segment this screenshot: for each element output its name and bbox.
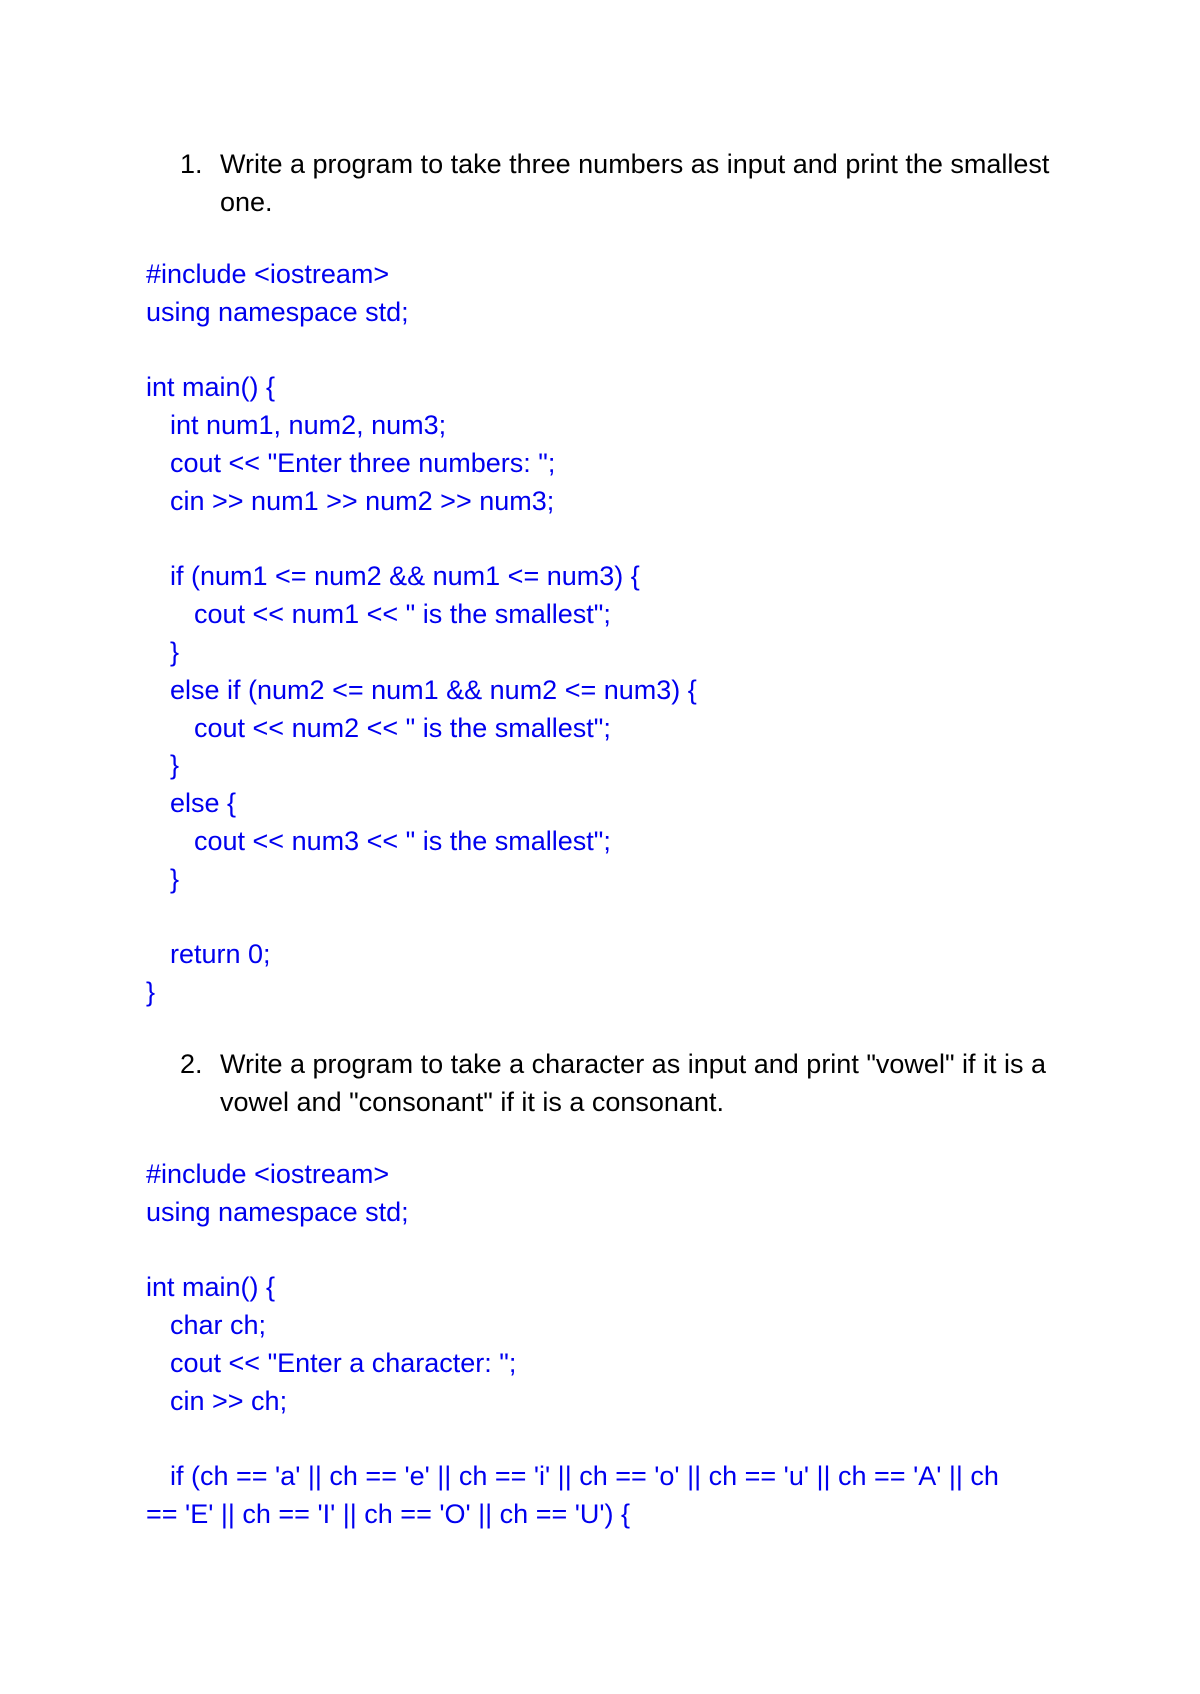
code-line: else if (num2 <= num1 && num2 <= num3) { [170,674,697,705]
code-line: } [170,750,180,781]
code-line: int num1, num2, num3; [170,410,447,441]
code-line: cin >> num1 >> num2 >> num3; [170,485,555,516]
code-line [146,1232,1066,1270]
code-line: } [170,636,180,667]
code-line: else { [170,788,237,819]
code-line [146,899,1066,937]
code-block-2 [146,1156,1066,1534]
code-line: cin >> ch; [170,1385,288,1416]
code-line: char ch; [170,1310,267,1341]
question-2 [180,1045,1060,1121]
code-line: using namespace std; [146,296,409,327]
code-line: return 0; [170,939,271,970]
question-number: 1. [180,149,203,179]
code-line: cout << "Enter three numbers: "; [170,447,556,478]
code-line: if (ch == 'a' || ch == 'e' || ch == 'i' || ch == 'o' || ch == 'u' || ch == 'A' || ch [170,1461,999,1492]
code-line: } [146,977,156,1008]
code-line: cout << num3 << " is the smallest"; [194,825,611,856]
code-line: if (num1 <= num2 && num1 <= num3) { [170,561,640,592]
question-text: Write a program to take three numbers as input and print the smallest one. [220,149,1050,217]
code-line: int main() { [146,372,276,403]
code-line: #include <iostream> [146,259,390,289]
code-line [146,1421,1066,1459]
question-text: Write a program to take a character as input and print "vowel" if it is a vowel and "consonant" if it is a consonant. [220,1049,1047,1117]
code-line: cout << num2 << " is the smallest"; [194,712,611,743]
code-line [146,332,1066,370]
code-line: cout << "Enter a character: "; [170,1347,517,1378]
code-block-1 [146,256,1066,1012]
code-line: cout << num1 << " is the smallest"; [194,599,611,630]
code-line: } [170,863,180,894]
code-line: #include <iostream> [146,1159,390,1189]
code-line: int main() { [146,1272,276,1303]
code-line: == 'E' || ch == 'I' || ch == 'O' || ch == 'U') { [146,1499,631,1530]
question-1 [180,145,1060,221]
question-number: 2. [180,1049,203,1079]
code-line: using namespace std; [146,1196,409,1227]
code-line [146,521,1066,559]
